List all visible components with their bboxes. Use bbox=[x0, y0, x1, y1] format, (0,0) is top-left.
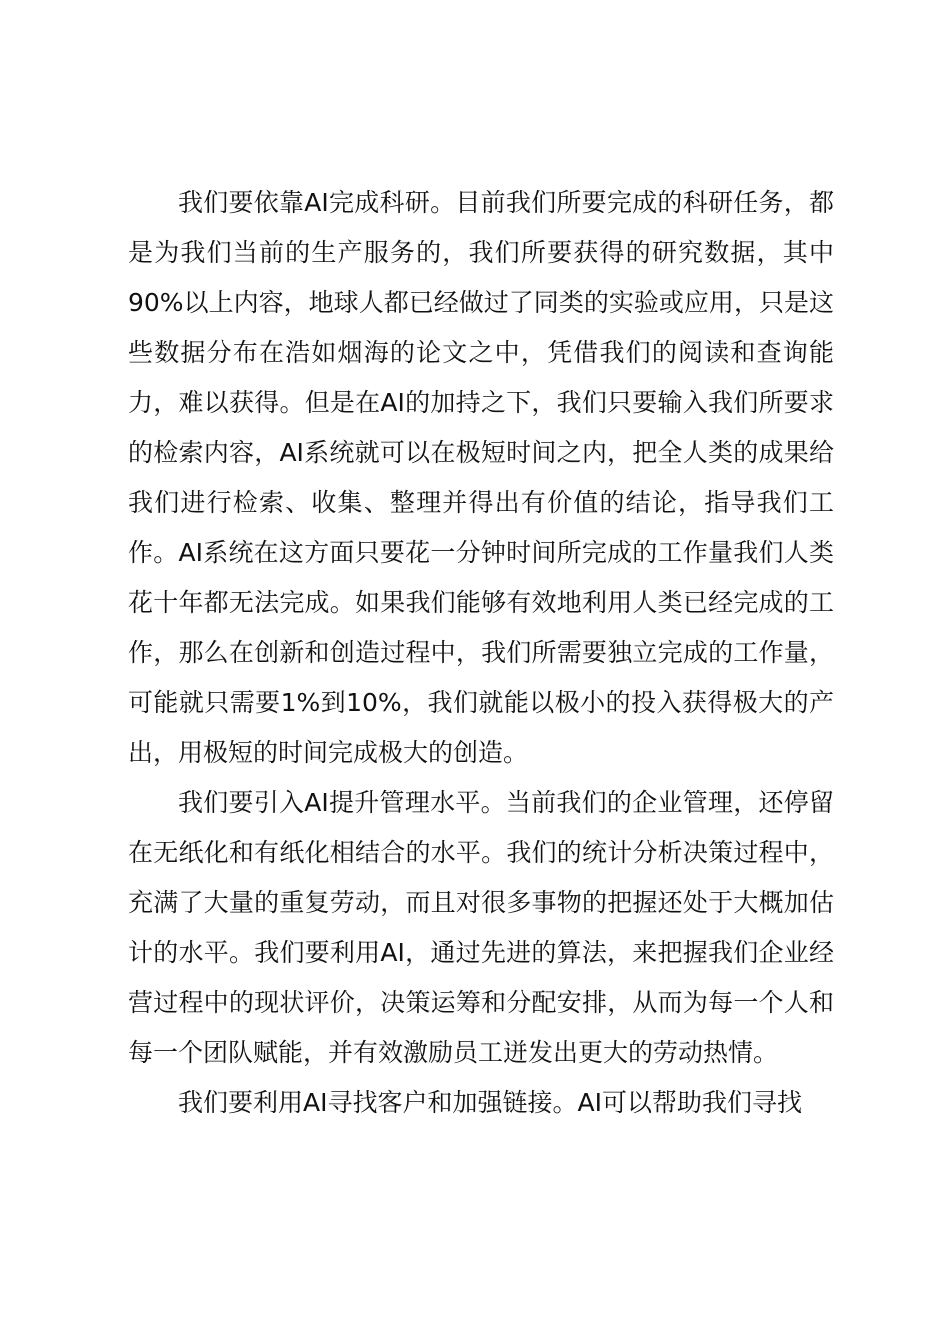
document-body bbox=[128, 178, 834, 1128]
paragraph-ai-customers: 我们要利用AI寻找客户和加强链接。AI可以帮助我们寻找 bbox=[178, 1088, 802, 1117]
paragraph-ai-management: 我们要引入AI提升管理水平。当前我们的企业管理，还停留在无纸化和有纸化相结合的水平。我们的统计分析决策过程中，充满了大量的重复劳动，而且对很多事物的把握还处于大概加估计的水平。我们要利用AI，通过先进的算法，来把握我们企业经营过程中的现状评价，决策运筹和分配安排，从而为每一个人和每一个团队赋能，并有效激励员工迸发出更大的劳动热情。 bbox=[128, 788, 834, 1067]
paragraph-ai-research: 我们要依靠AI完成科研。目前我们所要完成的科研任务，都是为我们当前的生产服务的，我们所要获得的研究数据，其中90%以上内容，地球人都已经做过了同类的实验或应用，只是这些数据分布在浩如烟海的论文之中，凭借我们的阅读和查询能力，难以获得。但是在AI的加持之下，我们只要输入我们所要求的检索内容，AI系统就可以在极短时间之内，把全人类的成果给我们进行检索、收集、整理并得出有价值的结论，指导我们工作。AI系统在这方面只要花一分钟时间所完成的工作量我们人类花十年都无法完成。如果我们能够有效地利用人类已经完成的工作，那么在创新和创造过程中，我们所需要独立完成的工作量，可能就只需要1%到10%，我们就能以极小的投入获得极大的产出，用极短的时间完成极大的创造。 bbox=[128, 188, 834, 767]
